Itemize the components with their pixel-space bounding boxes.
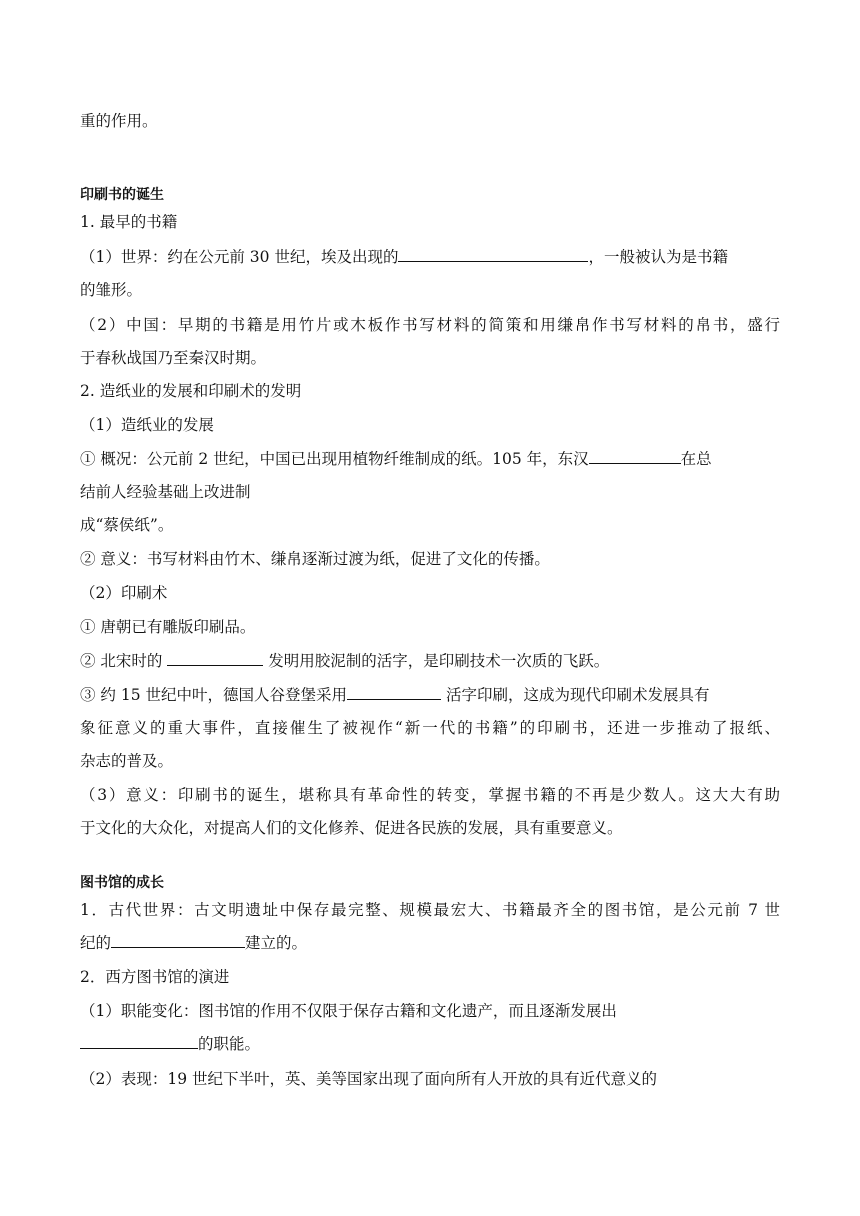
text-segment: 建立的。 bbox=[245, 934, 308, 952]
text-segment: ② 北宋时的 bbox=[80, 652, 168, 670]
list-item: （1）造纸业的发展 bbox=[80, 416, 214, 434]
list-item: 2．西方图书馆的演进 bbox=[80, 968, 230, 986]
list-item: （3）意义：印刷书的诞生，堪称具有革命性的转变，掌握书籍的不再是少数人。这大大有助 bbox=[80, 786, 780, 804]
paragraph-line: 结前人经验基础上改进制 bbox=[80, 483, 251, 501]
paragraph-line bbox=[80, 932, 780, 954]
fill-blank[interactable] bbox=[80, 1033, 198, 1049]
list-item bbox=[80, 448, 780, 470]
section-heading-libraries: 图书馆的成长 bbox=[80, 875, 164, 891]
text-segment: （1）世界：约在公元前 30 世纪，埃及出现的 bbox=[80, 248, 399, 266]
paragraph-line: 于文化的大众化，对提高人们的文化修养、促进各民族的发展，具有重要意义。 bbox=[80, 819, 623, 837]
paragraph-line: 象征意义的重大事件，直接催生了被视作“新一代的书籍”的印刷书，还进一步推动了报纸、 bbox=[80, 719, 780, 737]
list-item: （2）表现：19 世纪下半叶，英、美等国家出现了面向所有人开放的具有近代意义的 bbox=[80, 1070, 658, 1088]
fill-blank[interactable] bbox=[111, 932, 245, 948]
list-item: ② 意义：书写材料由竹木、缣帛逐渐过渡为纸，促进了文化的传播。 bbox=[80, 550, 550, 568]
text-segment: 在总 bbox=[680, 450, 712, 468]
list-item: （1）职能变化：图书馆的作用不仅限于保存古籍和文化遗产，而且逐渐发展出 bbox=[80, 1002, 617, 1020]
text-segment: ，一般被认为是书籍 bbox=[588, 248, 728, 266]
paragraph-line: 杂志的普及。 bbox=[80, 752, 174, 770]
fill-blank[interactable] bbox=[347, 684, 441, 700]
fill-blank[interactable] bbox=[398, 246, 588, 262]
paragraph-line: 重的作用。 bbox=[80, 112, 158, 130]
text-segment: ① 概况：公元前 2 世纪，中国已出现用植物纤维制成的纸。105 年，东汉 bbox=[80, 450, 589, 468]
paragraph-line: 成“蔡侯纸”。 bbox=[80, 516, 174, 534]
text-segment: 纪的 bbox=[80, 934, 112, 952]
paragraph-line bbox=[80, 1033, 780, 1055]
list-item bbox=[80, 246, 780, 268]
list-item: 2. 造纸业的发展和印刷术的发明 bbox=[80, 382, 302, 400]
list-item bbox=[80, 684, 780, 706]
text-segment: 发明用胶泥制的活字，是印刷技术一次质的飞跃。 bbox=[263, 652, 610, 670]
list-item: 1. 最早的书籍 bbox=[80, 213, 178, 231]
list-item: ① 唐朝已有雕版印刷品。 bbox=[80, 618, 256, 636]
paragraph-line: 的雏形。 bbox=[80, 281, 143, 299]
list-item: 1．古代世界：古文明遗址中保存最完整、规模最宏大、书籍最齐全的图书馆，是公元前 7 世 bbox=[80, 901, 780, 919]
text-segment: 活字印刷，这成为现代印刷术发展具有 bbox=[441, 686, 710, 704]
fill-blank[interactable] bbox=[167, 650, 263, 666]
list-item bbox=[80, 650, 780, 672]
section-heading-printed-books: 印刷书的诞生 bbox=[80, 187, 164, 203]
text-segment: ③ 约 15 世纪中叶，德国人谷登堡采用 bbox=[80, 686, 348, 704]
list-item: （2）中国：早期的书籍是用竹片或木板作书写材料的简策和用缣帛作书写材料的帛书，盛行 bbox=[80, 316, 780, 334]
list-item: （2）印刷术 bbox=[80, 584, 168, 602]
fill-blank[interactable] bbox=[589, 448, 681, 464]
paragraph-line: 于春秋战国乃至秦汉时期。 bbox=[80, 349, 267, 367]
text-segment: 的职能。 bbox=[198, 1035, 261, 1053]
